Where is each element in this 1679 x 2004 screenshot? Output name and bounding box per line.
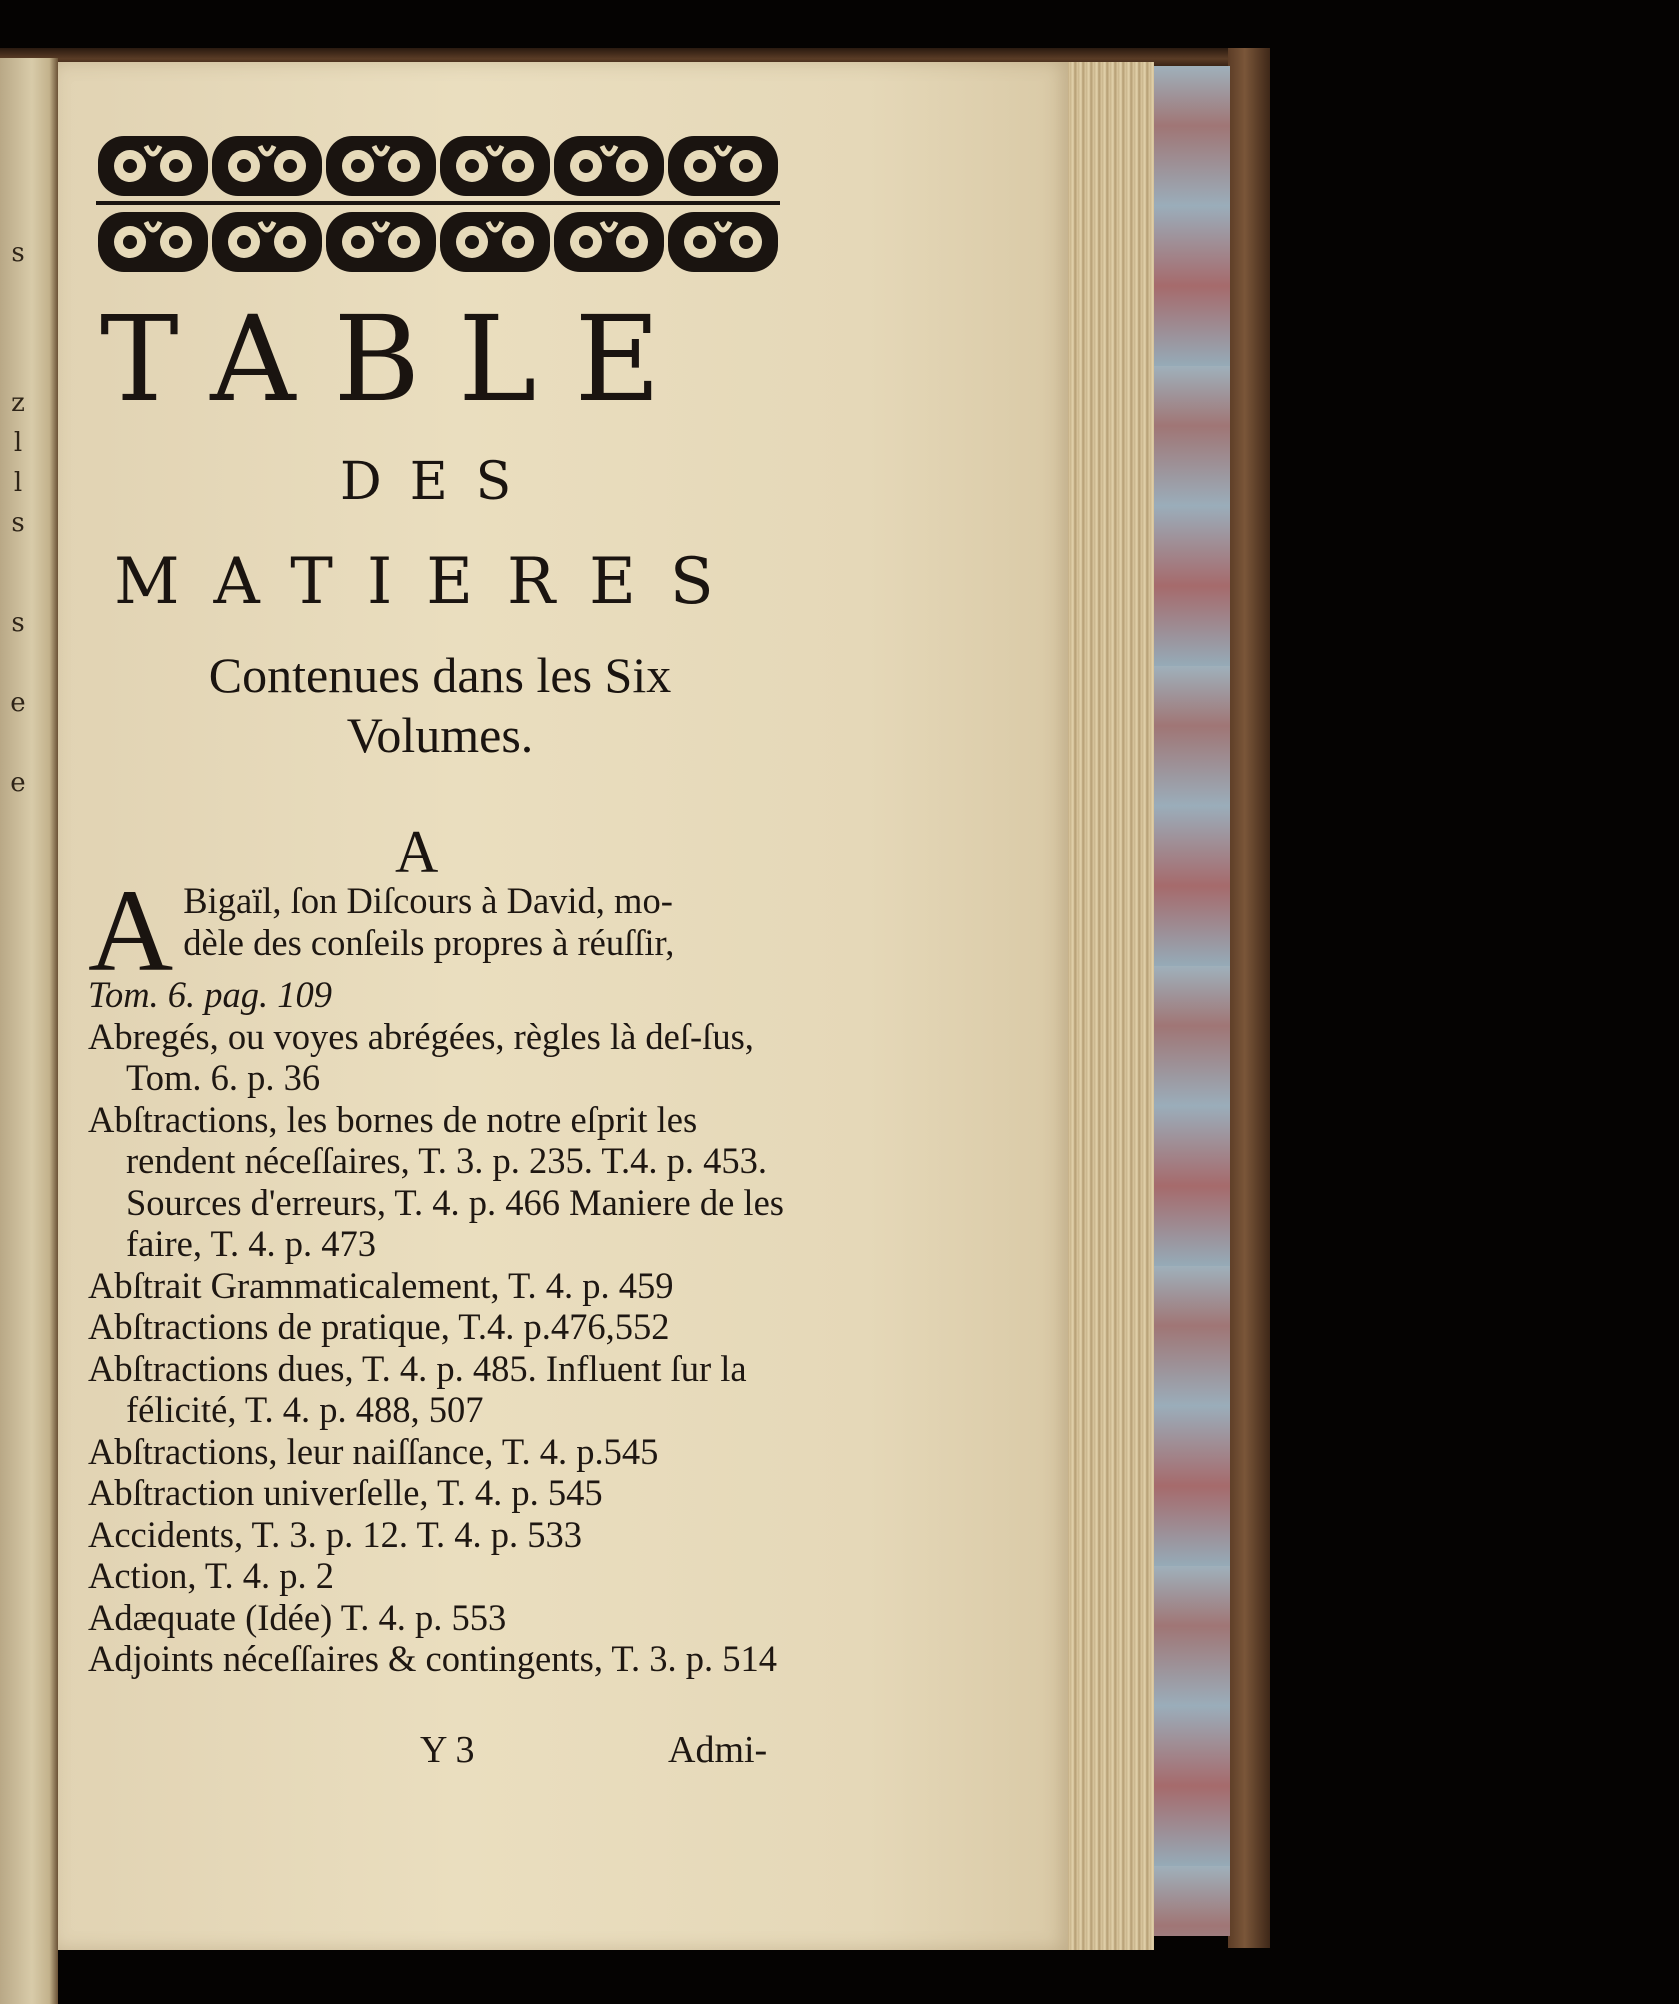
page-title: TABLE (100, 290, 699, 428)
subtitle-line-2: Volumes. (346, 707, 534, 763)
left-margin-letter: z (11, 388, 25, 418)
index-entries (88, 865, 788, 1680)
entry-line: Bigaïl, ſon Diſcours à David, mo- (183, 880, 673, 921)
left-margin-letter: e (10, 688, 26, 718)
drop-cap: A (88, 865, 174, 996)
index-entry: Abſtractions dues, T. 4. p. 485. Influent ſur la félicité, T. 4. p. 488, 507 (88, 1347, 747, 1430)
title-matieres: MATIERES (114, 545, 748, 619)
subtitle (90, 645, 790, 765)
subtitle-line-1: Contenues dans les Six (208, 647, 672, 703)
index-entry: Abregés, ou voyes abrégées, règles là deſ-ſus, Tom. 6. p. 36 (88, 1015, 754, 1098)
index-entry: Abſtractions, leur naiſſance, T. 4. p.545 (88, 1430, 659, 1472)
left-margin-letter: s (11, 238, 25, 268)
index-entry: Abſtrait Grammaticalement, T. 4. p. 459 (88, 1264, 674, 1306)
left-margin-letter: e (10, 768, 26, 798)
section-letter: A (395, 819, 439, 885)
title-des: DES (340, 452, 540, 512)
book-binding-right (1228, 48, 1270, 1948)
index-entry: Accidents, T. 3. p. 12. T. 4. p. 533 (88, 1513, 583, 1555)
decorative-headpiece-ornament (96, 132, 780, 274)
left-margin-letter: s (11, 608, 25, 638)
left-page-sliver (0, 58, 58, 2004)
index-entry: Adæquate (Idée) T. 4. p. 553 (88, 1596, 507, 1638)
catchword: Admi- (668, 1729, 768, 1771)
index-entry-first (88, 865, 788, 1016)
page-footer (88, 1728, 788, 1778)
entry-line: Tom. 6. pag. 109 (88, 974, 333, 1015)
index-entry: Abſtractions de pratique, T.4. p.476,552 (88, 1306, 670, 1347)
left-margin-letter: l (13, 428, 23, 458)
signature-mark: Y 3 (420, 1729, 475, 1771)
entry-line: dèle des conſeils propres à réuſſir, (183, 921, 675, 963)
index-entry: Abſtractions, les bornes de notre eſprit les rendent néceſſaires, T. 3. p. 235. T.4. p. 453. Sources d'erreurs, T. 4. p. 466 Maniere de les faire, T. 4. p. 473 (88, 1098, 784, 1264)
left-margin-letter: l (13, 468, 23, 498)
index-entry: Abſtraction univerſelle, T. 4. p. 545 (88, 1472, 603, 1513)
index-entry: Adjoints néceſſaires & contingents, T. 3. p. 514 (88, 1638, 777, 1679)
marbled-page-edge (1150, 66, 1230, 1936)
page-fore-edge (1062, 62, 1154, 1950)
index-entry: Action, T. 4. p. 2 (88, 1555, 335, 1596)
left-margin-letter: s (11, 508, 25, 538)
